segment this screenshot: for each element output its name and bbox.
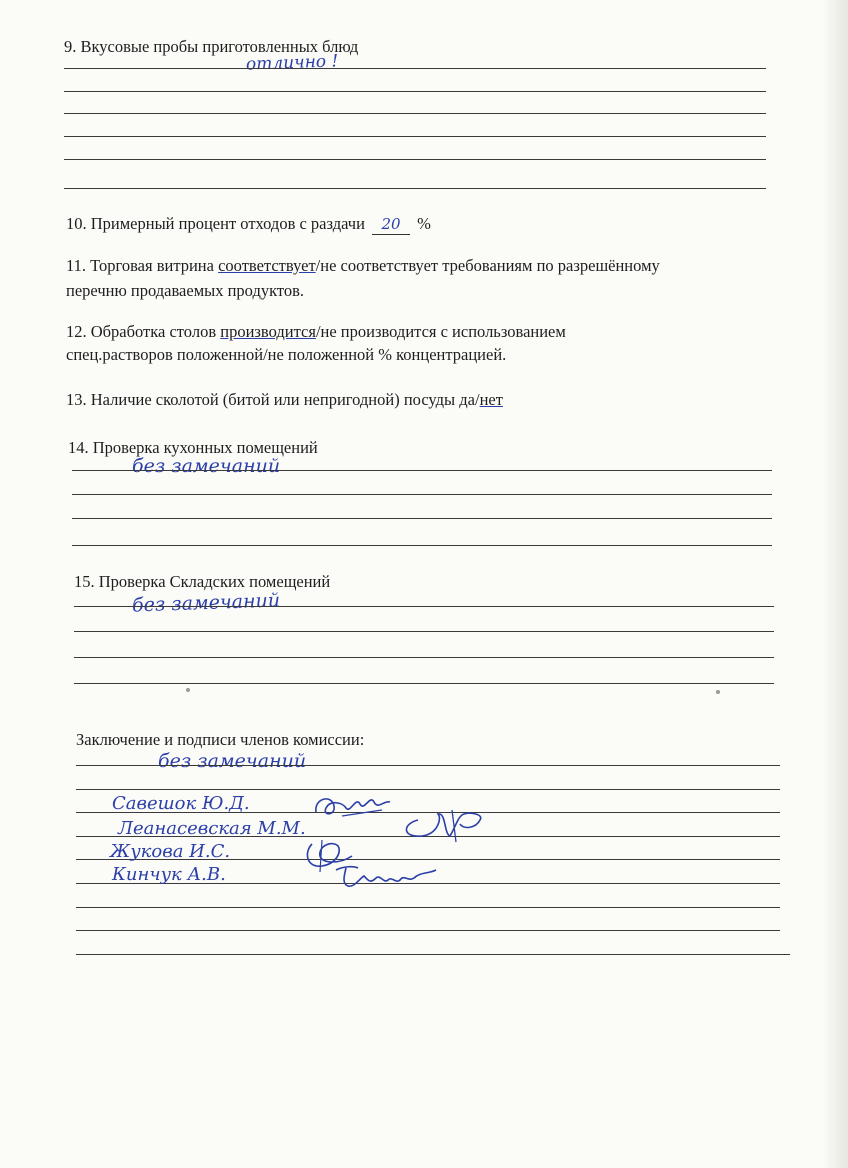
member-3-name: Жукова И.С. xyxy=(110,841,231,862)
item-15-label: 15. Проверка Складских помещений xyxy=(74,572,331,591)
conclusion-answer: без замечаний xyxy=(158,750,307,772)
item-13-text: 13. Наличие сколотой (битой или непригодной) посуды да/ xyxy=(66,390,480,409)
item-12-text-b: /не производится с использованием xyxy=(315,322,566,341)
item-9-line-4 xyxy=(64,136,766,137)
conclusion-label: Заключение и подписи членов комиссии: xyxy=(76,730,365,749)
item-15-line-4 xyxy=(74,683,774,684)
item-11-selected-option: соответствует xyxy=(218,256,316,275)
item-14-line-4 xyxy=(72,545,772,546)
member-4-name: Кинчук А.В. xyxy=(112,864,226,885)
item-15-line-2 xyxy=(74,631,774,632)
item-15-line-1 xyxy=(74,606,774,607)
member-2-signature xyxy=(398,806,488,846)
item-12-line-1 xyxy=(66,322,566,342)
item-14-line-3 xyxy=(72,518,772,519)
conclusion-line-1 xyxy=(76,765,780,766)
item-14-label: 14. Проверка кухонных помещений xyxy=(68,438,318,457)
item-13-selected-option: нет xyxy=(479,390,503,409)
item-9-answer: отлично ! xyxy=(245,51,339,75)
item-11-line-1 xyxy=(66,256,660,276)
item-10-label: 10. Примерный процент отходов с раздачи xyxy=(66,214,365,233)
item-10-unit: % xyxy=(417,214,431,233)
item-14-answer: без замечаний xyxy=(132,455,281,477)
member-4-signature xyxy=(330,862,440,892)
conclusion-line-7 xyxy=(76,907,780,908)
page-edge-shadow xyxy=(822,0,848,1168)
conclusion-line-2 xyxy=(76,789,780,790)
item-9-line-1 xyxy=(64,68,766,69)
member-2-name: Леанасевская М.М. xyxy=(118,818,306,839)
item-10-value: 20 xyxy=(381,215,401,233)
item-12-text-a: 12. Обработка столов xyxy=(66,322,221,341)
scan-speck xyxy=(186,688,190,692)
conclusion-line-8 xyxy=(76,930,780,931)
item-9-line-6 xyxy=(64,188,766,189)
conclusion-line-9 xyxy=(76,954,790,955)
item-9-line-5 xyxy=(64,159,766,160)
item-10-row xyxy=(66,214,431,235)
item-15-line-3 xyxy=(74,657,774,658)
item-13-row xyxy=(66,390,503,410)
item-14-line-1 xyxy=(72,470,772,471)
item-9-line-3 xyxy=(64,113,766,114)
item-9-line-2 xyxy=(64,91,766,92)
item-11-line-2: перечню продаваемых продуктов. xyxy=(66,281,305,300)
item-10-blank xyxy=(372,214,410,235)
item-15-answer: без замечаний xyxy=(131,589,281,617)
item-9-label: 9. Вкусовые пробы приготовленных блюд xyxy=(64,37,359,56)
member-1-name: Савешок Ю.Д. xyxy=(112,793,250,814)
item-11-text-a: 11. Торговая витрина xyxy=(66,256,219,275)
item-11-text-b: /не соответствует требованиям по разрешённому xyxy=(315,256,660,275)
member-1-signature xyxy=(312,790,392,824)
item-14-line-2 xyxy=(72,494,772,495)
item-12-selected-option: производится xyxy=(220,322,316,341)
scan-speck xyxy=(716,690,720,694)
item-12-line-2: спец.растворов положенной/не положенной % концентрацией. xyxy=(66,345,507,364)
